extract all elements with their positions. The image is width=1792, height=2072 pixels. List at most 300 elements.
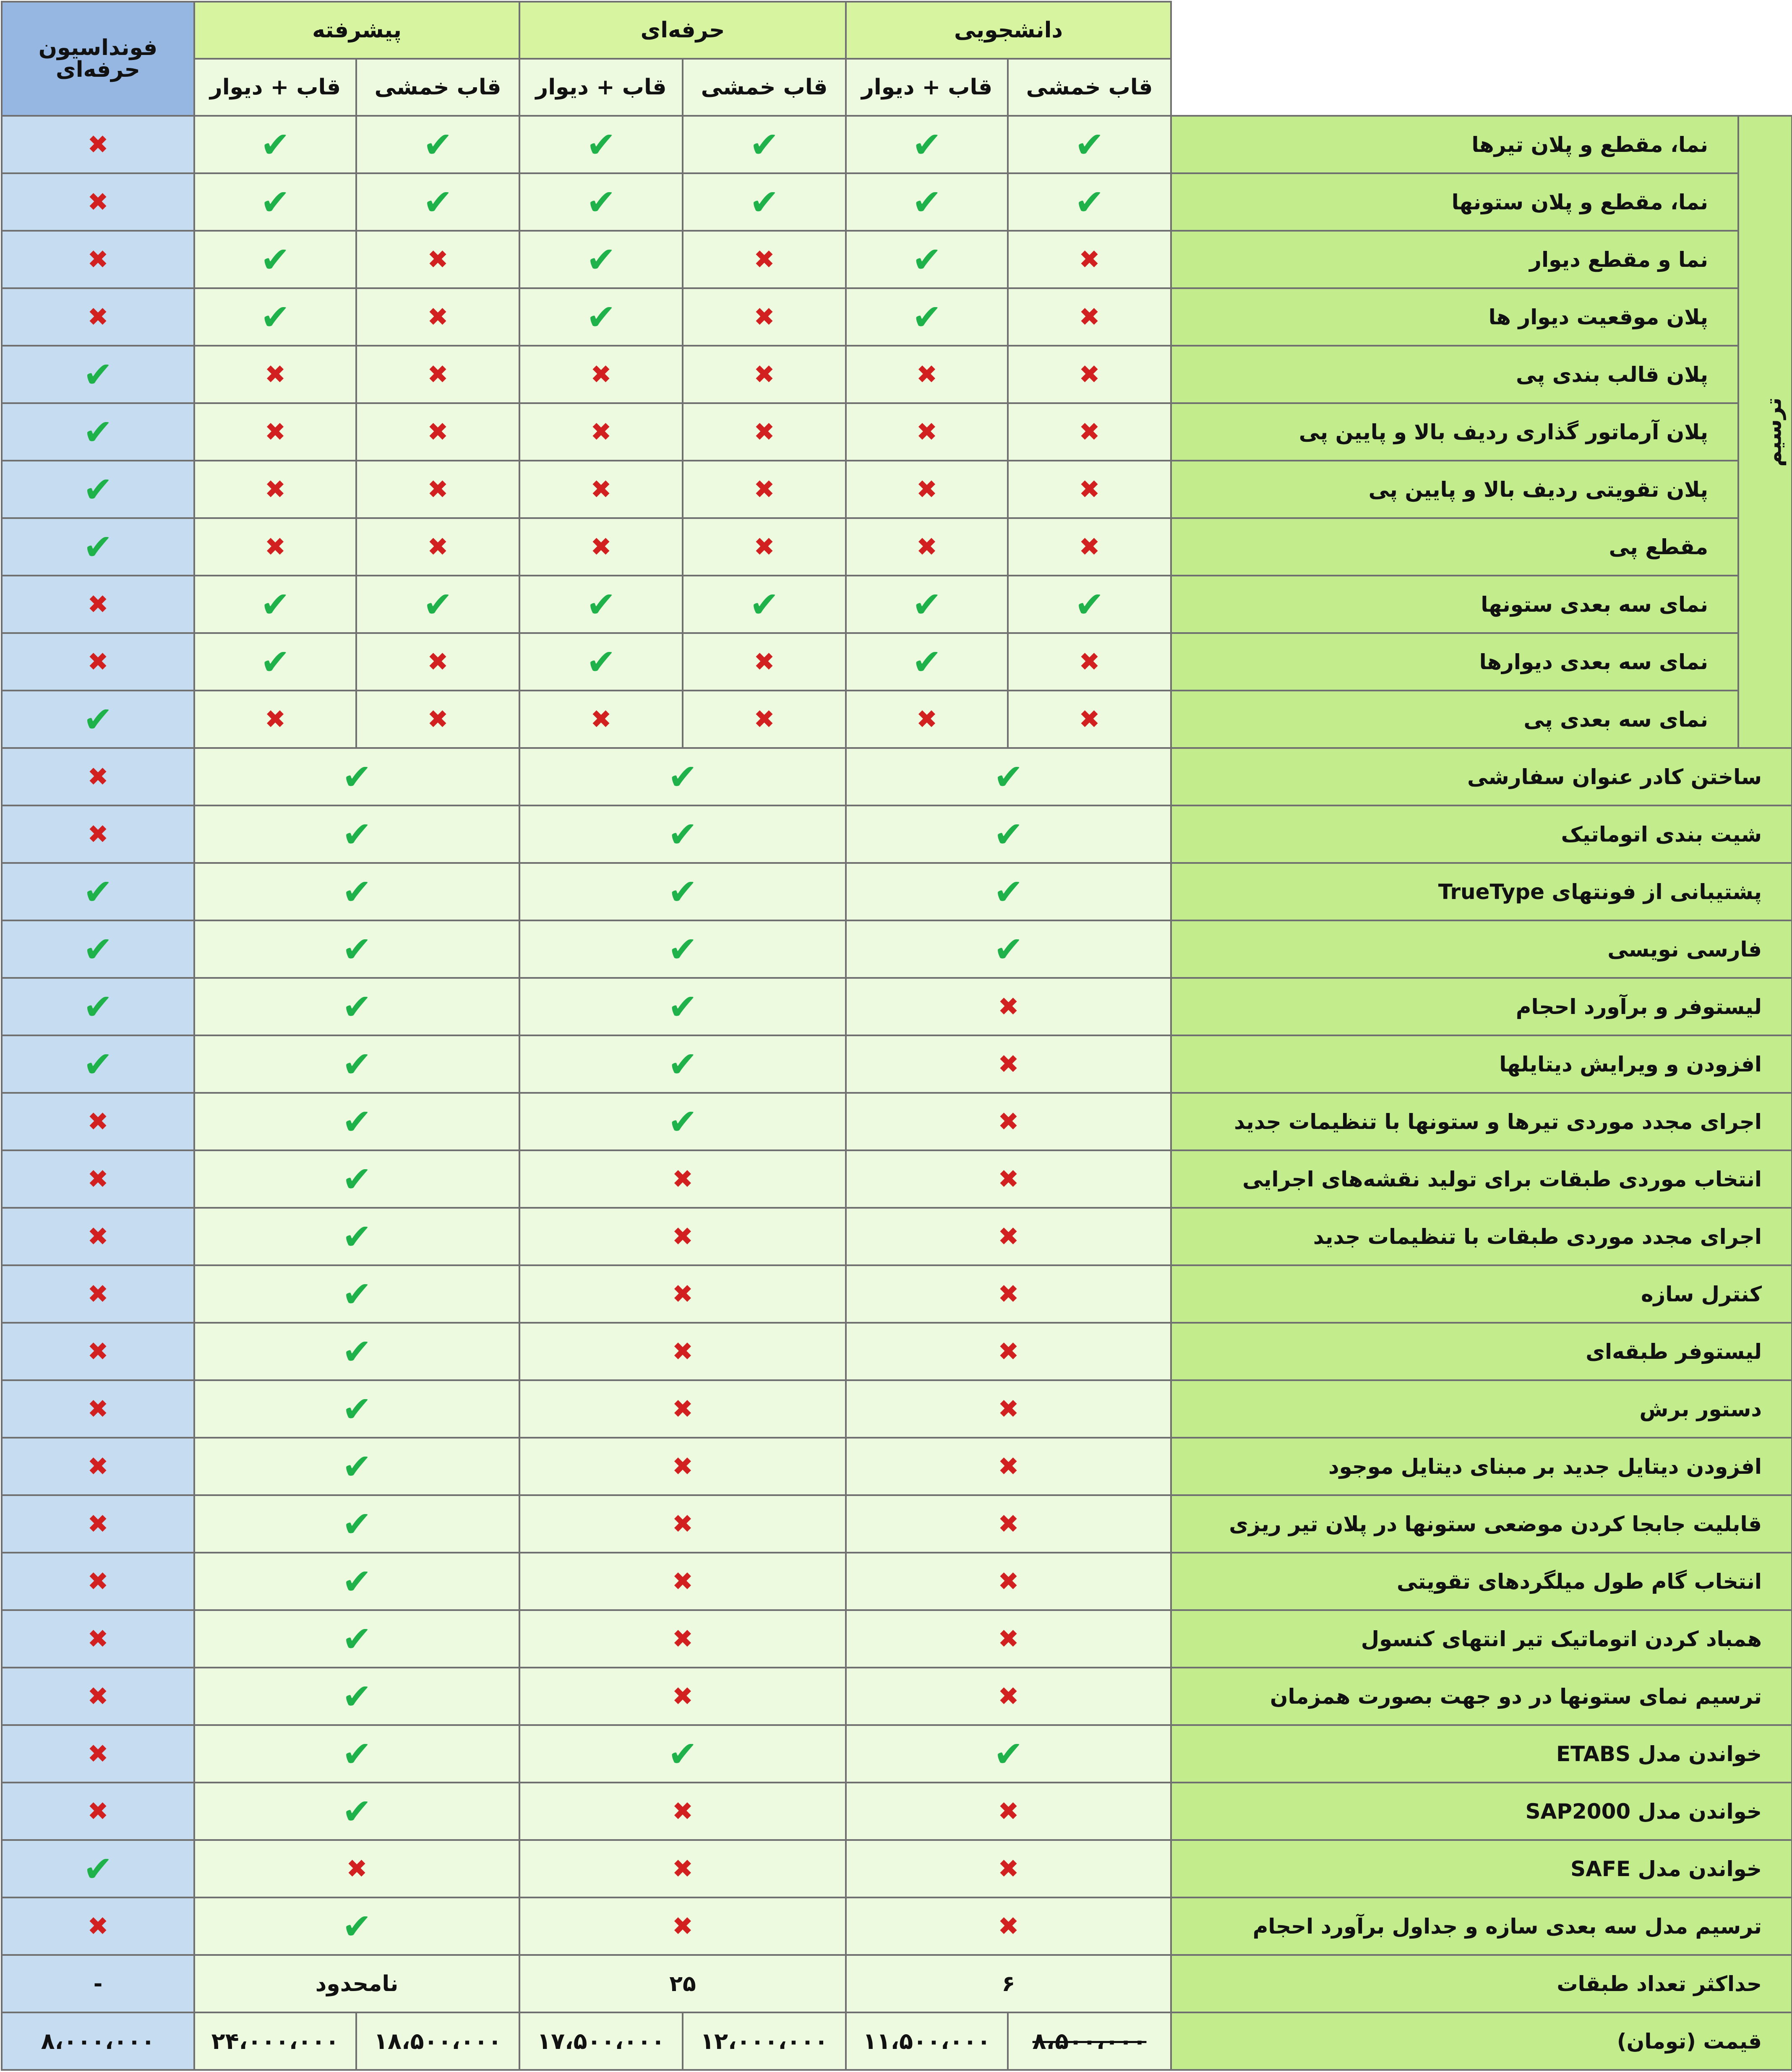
check-icon: ✔ (994, 871, 1023, 912)
advanced-moment-frame-cell (356, 461, 519, 518)
student-moment-frame-cell (1008, 173, 1171, 231)
feature-row (2, 863, 1792, 920)
check-icon: ✔ (912, 641, 942, 683)
professional-cell (519, 1323, 846, 1380)
foundation-cell (2, 173, 194, 231)
check-icon: ✔ (342, 1733, 372, 1775)
check-icon: ✔ (83, 411, 113, 453)
feature-label: مقطع پی (1171, 518, 1738, 576)
student-cell (846, 1438, 1171, 1495)
feature-label: انتخاب موردی طبقات برای تولید نقشه‌های اجرایی (1171, 1150, 1792, 1208)
drawing-row (2, 518, 1792, 576)
professional-header: حرفه‌ای (519, 2, 846, 59)
price-advanced-frame-wall: ۲۴،۰۰۰،۰۰۰ (194, 2012, 356, 2070)
cross-icon: ✖ (1079, 532, 1100, 562)
foundation-cell (2, 1897, 194, 1955)
check-icon: ✔ (668, 871, 698, 912)
feature-label: فارسی نویسی (1171, 920, 1792, 978)
cross-icon: ✖ (87, 1452, 109, 1481)
check-icon: ✔ (260, 124, 290, 165)
feature-label: نما و مقطع دیوار (1171, 231, 1738, 288)
check-icon: ✔ (994, 928, 1023, 970)
foundation-cell (2, 1380, 194, 1438)
feature-label: دستور برش (1171, 1380, 1792, 1438)
cross-icon: ✖ (916, 704, 938, 734)
professional-cell (519, 1380, 846, 1438)
cross-icon: ✖ (754, 647, 775, 677)
professional-frame-wall-cell (519, 518, 683, 576)
cross-icon: ✖ (87, 1681, 109, 1711)
feature-row (2, 1553, 1792, 1610)
cross-icon: ✖ (1079, 647, 1100, 677)
check-icon: ✔ (342, 1273, 372, 1315)
student-frame-wall-cell (846, 576, 1008, 633)
professional-cell (519, 1093, 846, 1150)
feature-label: خواندن مدل SAFE (1171, 1840, 1792, 1897)
cross-icon: ✖ (998, 1279, 1019, 1309)
professional-moment-frame-cell (683, 173, 846, 231)
cross-icon: ✖ (998, 1566, 1019, 1596)
cross-icon: ✖ (672, 1222, 694, 1251)
professional-moment-frame-cell (683, 288, 846, 346)
feature-label: انتخاب گام طول میلگردهای تقویتی (1171, 1553, 1792, 1610)
check-icon: ✔ (342, 1905, 372, 1947)
advanced-cell (194, 1323, 519, 1380)
student-cell (846, 1208, 1171, 1265)
student-moment-frame-cell (1008, 461, 1171, 518)
price-student-moment-frame-old: ۸،۵۰۰،۰۰۰ (1008, 2012, 1171, 2070)
cross-icon: ✖ (672, 1394, 694, 1424)
foundation-cell (2, 1438, 194, 1495)
professional-cell (519, 1035, 846, 1093)
cross-icon: ✖ (672, 1911, 694, 1941)
price-professional-frame-wall: ۱۷،۵۰۰،۰۰۰ (519, 2012, 683, 2070)
check-icon: ✔ (749, 584, 779, 625)
cross-icon: ✖ (672, 1624, 694, 1654)
advanced-cell (194, 805, 519, 863)
check-icon: ✔ (668, 986, 698, 1027)
check-icon: ✔ (1075, 181, 1104, 223)
drawing-row (2, 116, 1792, 173)
student-cell (846, 748, 1171, 805)
cross-icon: ✖ (672, 1509, 694, 1539)
cross-icon: ✖ (1079, 245, 1100, 274)
feature-label: اجرای مجدد موردی طبقات با تنظیمات جدید (1171, 1208, 1792, 1265)
cross-icon: ✖ (998, 1107, 1019, 1136)
student-frame-wall-cell (846, 231, 1008, 288)
feature-label: پشتیبانی از فونتهای TrueType (1171, 863, 1792, 920)
foundation-cell (2, 1495, 194, 1553)
price-foundation: ۸،۰۰۰،۰۰۰ (2, 2012, 194, 2070)
student-cell (846, 1668, 1171, 1725)
max-floors-advanced: نامحدود (194, 1955, 519, 2012)
check-icon: ✔ (586, 641, 616, 683)
professional-cell (519, 748, 846, 805)
check-icon: ✔ (912, 584, 942, 625)
cross-icon: ✖ (998, 1452, 1019, 1481)
cross-icon: ✖ (754, 302, 775, 332)
header-row-plans (2, 2, 1792, 59)
cross-icon: ✖ (87, 187, 109, 217)
cross-icon: ✖ (87, 647, 109, 677)
category-label-drawing (1738, 116, 1792, 748)
advanced-moment-frame-cell (356, 173, 519, 231)
check-icon: ✔ (83, 526, 113, 568)
feature-label: همباد کردن اتوماتیک تیر انتهای کنسول (1171, 1610, 1792, 1668)
student-cell (846, 1035, 1171, 1093)
student-cell (846, 1495, 1171, 1553)
check-icon: ✔ (342, 928, 372, 970)
student-moment-frame-cell (1008, 116, 1171, 173)
feature-row (2, 1840, 1792, 1897)
foundation-cell (2, 1610, 194, 1668)
cross-icon: ✖ (998, 1681, 1019, 1711)
check-icon: ✔ (586, 584, 616, 625)
student-frame-wall-cell (846, 173, 1008, 231)
check-icon: ✔ (586, 296, 616, 338)
cross-icon: ✖ (916, 360, 938, 389)
professional-frame-wall-cell (519, 288, 683, 346)
cross-icon: ✖ (1079, 302, 1100, 332)
advanced-moment-frame-cell (356, 576, 519, 633)
professional-frame-wall-cell (519, 346, 683, 403)
student-cell (846, 1150, 1171, 1208)
cross-icon: ✖ (427, 302, 449, 332)
student-cell (846, 1725, 1171, 1783)
advanced-cell (194, 1035, 519, 1093)
advanced-cell (194, 1150, 519, 1208)
student-frame-wall-header: قاب + دیوار (846, 59, 1008, 116)
cross-icon: ✖ (998, 1624, 1019, 1654)
feature-label: پلان تقویتی ردیف بالا و پایین پی (1171, 461, 1738, 518)
cross-icon: ✖ (672, 1681, 694, 1711)
student-cell (846, 1093, 1171, 1150)
advanced-cell (194, 978, 519, 1035)
student-moment-frame-header: قاب خمشی (1008, 59, 1171, 116)
drawing-row (2, 288, 1792, 346)
feature-row (2, 1093, 1792, 1150)
professional-moment-frame-cell (683, 633, 846, 691)
drawing-row (2, 403, 1792, 461)
feature-label: خواندن مدل SAP2000 (1171, 1783, 1792, 1840)
advanced-header: پیشرفته (194, 2, 519, 59)
professional-cell (519, 1897, 846, 1955)
cross-icon: ✖ (427, 647, 449, 677)
feature-label: نمای سه بعدی دیوارها (1171, 633, 1738, 691)
student-cell (846, 920, 1171, 978)
max-floors-label: حداکثر تعداد طبقات (1171, 1955, 1792, 2012)
advanced-cell (194, 1668, 519, 1725)
student-cell (846, 1553, 1171, 1610)
feature-label: لیستوفر و برآورد احجام (1171, 978, 1792, 1035)
corner-blank (1171, 2, 1792, 116)
check-icon: ✔ (260, 584, 290, 625)
advanced-cell (194, 1438, 519, 1495)
advanced-moment-frame-cell (356, 403, 519, 461)
professional-moment-frame-cell (683, 346, 846, 403)
professional-cell (519, 1553, 846, 1610)
feature-row (2, 1438, 1792, 1495)
advanced-frame-wall-cell (194, 403, 356, 461)
cross-icon: ✖ (590, 474, 612, 504)
cross-icon: ✖ (87, 245, 109, 274)
cross-icon: ✖ (1079, 417, 1100, 447)
cross-icon: ✖ (87, 762, 109, 792)
foundation-cell (2, 288, 194, 346)
advanced-cell (194, 1265, 519, 1323)
advanced-cell (194, 1208, 519, 1265)
check-icon: ✔ (1075, 584, 1104, 625)
professional-cell (519, 978, 846, 1035)
cross-icon: ✖ (427, 532, 449, 562)
cross-icon: ✖ (754, 532, 775, 562)
cross-icon: ✖ (87, 1739, 109, 1769)
check-icon: ✔ (668, 813, 698, 855)
cross-icon: ✖ (998, 1337, 1019, 1366)
student-moment-frame-cell (1008, 346, 1171, 403)
professional-cell (519, 1208, 846, 1265)
professional-moment-frame-cell (683, 403, 846, 461)
check-icon: ✔ (342, 1158, 372, 1200)
advanced-frame-wall-header: قاب + دیوار (194, 59, 356, 116)
check-icon: ✔ (668, 928, 698, 970)
foundation-cell (2, 1035, 194, 1093)
cross-icon: ✖ (590, 417, 612, 447)
student-cell (846, 978, 1171, 1035)
advanced-frame-wall-cell (194, 116, 356, 173)
advanced-moment-frame-cell (356, 231, 519, 288)
cross-icon: ✖ (87, 1164, 109, 1194)
advanced-frame-wall-cell (194, 288, 356, 346)
cross-icon: ✖ (87, 1509, 109, 1539)
feature-label: نمای سه بعدی پی (1171, 691, 1738, 748)
check-icon: ✔ (342, 1791, 372, 1832)
foundation-cell (2, 576, 194, 633)
cross-icon: ✖ (672, 1452, 694, 1481)
price-student-frame-wall: ۱۱،۵۰۰،۰۰۰ (846, 2012, 1008, 2070)
student-moment-frame-cell (1008, 231, 1171, 288)
price-label: قیمت (تومان) (1171, 2012, 1792, 2070)
cross-icon: ✖ (1079, 704, 1100, 734)
check-icon: ✔ (668, 1043, 698, 1085)
feature-label: لیستوفر طبقه‌ای (1171, 1323, 1792, 1380)
check-icon: ✔ (83, 871, 113, 912)
cross-icon: ✖ (87, 819, 109, 849)
advanced-cell (194, 920, 519, 978)
cross-icon: ✖ (672, 1337, 694, 1366)
cross-icon: ✖ (916, 474, 938, 504)
feature-row (2, 1323, 1792, 1380)
cross-icon: ✖ (87, 130, 109, 159)
student-cell (846, 1610, 1171, 1668)
foundation-cell (2, 863, 194, 920)
cross-icon: ✖ (672, 1164, 694, 1194)
professional-cell (519, 1150, 846, 1208)
cross-icon: ✖ (754, 474, 775, 504)
advanced-moment-frame-cell (356, 288, 519, 346)
foundation-cell (2, 346, 194, 403)
cross-icon: ✖ (87, 589, 109, 619)
professional-cell (519, 863, 846, 920)
advanced-cell (194, 748, 519, 805)
check-icon: ✔ (342, 756, 372, 798)
cross-icon: ✖ (427, 360, 449, 389)
feature-row (2, 1265, 1792, 1323)
advanced-frame-wall-cell (194, 633, 356, 691)
check-icon: ✔ (83, 1848, 113, 1890)
cross-icon: ✖ (87, 1566, 109, 1596)
advanced-moment-frame-cell (356, 518, 519, 576)
check-icon: ✔ (342, 986, 372, 1027)
professional-frame-wall-cell (519, 231, 683, 288)
cross-icon: ✖ (998, 992, 1019, 1022)
cross-icon: ✖ (998, 1911, 1019, 1941)
category-text: ترسیم (1761, 397, 1787, 467)
foundation-cell (2, 403, 194, 461)
cross-icon: ✖ (427, 417, 449, 447)
feature-label: قابلیت جابجا کردن موضعی ستونها در پلان تیر ریزی (1171, 1495, 1792, 1553)
check-icon: ✔ (342, 1216, 372, 1257)
price-advanced-moment-frame: ۱۸،۵۰۰،۰۰۰ (356, 2012, 519, 2070)
check-icon: ✔ (342, 1503, 372, 1545)
cross-icon: ✖ (754, 360, 775, 389)
advanced-cell (194, 863, 519, 920)
feature-label: افزودن و ویرایش دیتایلها (1171, 1035, 1792, 1093)
price-row (2, 2012, 1792, 2070)
cross-icon: ✖ (998, 1796, 1019, 1826)
feature-row (2, 805, 1792, 863)
advanced-frame-wall-cell (194, 691, 356, 748)
student-cell (846, 1380, 1171, 1438)
cross-icon: ✖ (998, 1509, 1019, 1539)
foundation-cell (2, 461, 194, 518)
student-frame-wall-cell (846, 518, 1008, 576)
cross-icon: ✖ (427, 245, 449, 274)
check-icon: ✔ (83, 354, 113, 395)
foundation-cell (2, 1150, 194, 1208)
professional-cell (519, 1265, 846, 1323)
feature-row (2, 1150, 1792, 1208)
student-moment-frame-cell (1008, 518, 1171, 576)
cross-icon: ✖ (427, 704, 449, 734)
check-icon: ✔ (912, 239, 942, 280)
student-cell (846, 1840, 1171, 1897)
professional-moment-frame-cell (683, 576, 846, 633)
check-icon: ✔ (749, 181, 779, 223)
advanced-cell (194, 1783, 519, 1840)
cross-icon: ✖ (672, 1566, 694, 1596)
cross-icon: ✖ (672, 1279, 694, 1309)
cross-icon: ✖ (264, 532, 286, 562)
foundation-cell (2, 633, 194, 691)
advanced-moment-frame-cell (356, 691, 519, 748)
advanced-frame-wall-cell (194, 461, 356, 518)
advanced-frame-wall-cell (194, 231, 356, 288)
check-icon: ✔ (423, 124, 453, 165)
drawing-row (2, 173, 1792, 231)
cross-icon: ✖ (264, 360, 286, 389)
advanced-cell (194, 1093, 519, 1150)
professional-frame-wall-header: قاب + دیوار (519, 59, 683, 116)
feature-label: خواندن مدل ETABS (1171, 1725, 1792, 1783)
feature-row (2, 1208, 1792, 1265)
student-frame-wall-cell (846, 116, 1008, 173)
drawing-row (2, 633, 1792, 691)
cross-icon: ✖ (87, 1796, 109, 1826)
cross-icon: ✖ (264, 704, 286, 734)
max-floors-row (2, 1955, 1792, 2012)
cross-icon: ✖ (87, 1337, 109, 1366)
professional-cell (519, 1725, 846, 1783)
cross-icon: ✖ (672, 1854, 694, 1884)
cross-icon: ✖ (754, 704, 775, 734)
foundation-cell (2, 691, 194, 748)
check-icon: ✔ (1075, 124, 1104, 165)
feature-label: پلان قالب بندی پی (1171, 346, 1738, 403)
check-icon: ✔ (912, 124, 942, 165)
advanced-cell (194, 1897, 519, 1955)
professional-moment-frame-cell (683, 518, 846, 576)
professional-cell (519, 1495, 846, 1553)
check-icon: ✔ (260, 296, 290, 338)
advanced-cell (194, 1380, 519, 1438)
check-icon: ✔ (260, 641, 290, 683)
feature-row (2, 1897, 1792, 1955)
drawing-row (2, 691, 1792, 748)
feature-row (2, 1783, 1792, 1840)
foundation-cell (2, 1668, 194, 1725)
professional-cell (519, 1783, 846, 1840)
advanced-frame-wall-cell (194, 346, 356, 403)
cross-icon: ✖ (590, 704, 612, 734)
student-frame-wall-cell (846, 403, 1008, 461)
feature-row (2, 920, 1792, 978)
professional-frame-wall-cell (519, 403, 683, 461)
check-icon: ✔ (260, 239, 290, 280)
feature-row (2, 1610, 1792, 1668)
advanced-cell (194, 1553, 519, 1610)
professional-frame-wall-cell (519, 633, 683, 691)
student-cell (846, 1323, 1171, 1380)
professional-moment-frame-cell (683, 116, 846, 173)
foundation-cell (2, 518, 194, 576)
professional-cell (519, 805, 846, 863)
check-icon: ✔ (668, 1733, 698, 1775)
check-icon: ✔ (342, 813, 372, 855)
advanced-cell (194, 1725, 519, 1783)
feature-label: ترسیم مدل سه بعدی سازه و جداول برآورد احجام (1171, 1897, 1792, 1955)
student-cell (846, 863, 1171, 920)
professional-frame-wall-cell (519, 576, 683, 633)
drawing-row (2, 576, 1792, 633)
check-icon: ✔ (342, 1446, 372, 1487)
cross-icon: ✖ (590, 360, 612, 389)
professional-cell (519, 1438, 846, 1495)
feature-label: شیت بندی اتوماتیک (1171, 805, 1792, 863)
student-cell (846, 1897, 1171, 1955)
advanced-moment-frame-cell (356, 633, 519, 691)
student-frame-wall-cell (846, 633, 1008, 691)
advanced-cell (194, 1610, 519, 1668)
check-icon: ✔ (342, 1101, 372, 1142)
drawing-row (2, 461, 1792, 518)
student-moment-frame-cell (1008, 633, 1171, 691)
check-icon: ✔ (749, 124, 779, 165)
check-icon: ✔ (83, 928, 113, 970)
feature-label: پلان آرماتور گذاری ردیف بالا و پایین پی (1171, 403, 1738, 461)
cross-icon: ✖ (264, 474, 286, 504)
foundation-cell (2, 920, 194, 978)
